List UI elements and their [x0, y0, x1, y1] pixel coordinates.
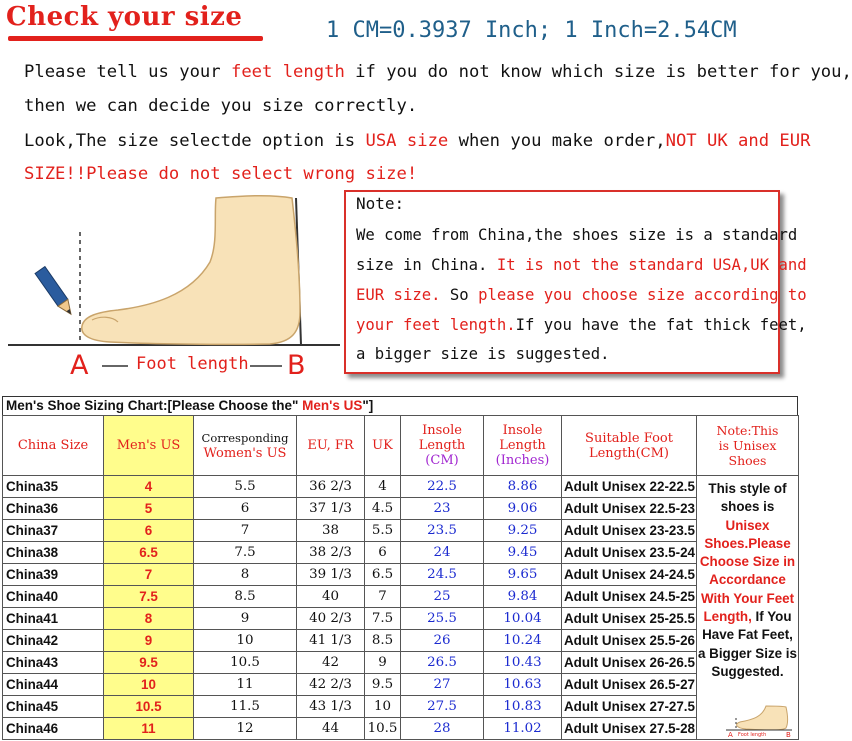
cell-eu: 44 [297, 718, 365, 740]
cell-insole-inches: 10.63 [484, 674, 562, 696]
header-text: Insole [502, 423, 543, 438]
cell-uk: 4 [365, 476, 401, 498]
cell-insole-inches: 10.83 [484, 696, 562, 718]
cell-insole-inches: 9.06 [484, 498, 562, 520]
cell-insole-inches: 9.65 [484, 564, 562, 586]
cell-mens-us: 11 [104, 718, 194, 740]
cell-insole-inches: 8.86 [484, 476, 562, 498]
cell-womens-us: 10.5 [194, 652, 297, 674]
cell-womens-us: 11.5 [194, 696, 297, 718]
cell-china-size: China37 [3, 520, 104, 542]
header-text: Length [418, 438, 466, 453]
cell-mens-us: 9.5 [104, 652, 194, 674]
cell-uk: 9 [365, 652, 401, 674]
cell-mens-us: 8 [104, 608, 194, 630]
caption-text: Men's Shoe Sizing Chart:[Please Choose the" [6, 398, 299, 413]
cell-uk: 10.5 [365, 718, 401, 740]
header-text: (Inches) [495, 453, 550, 468]
table-header-row [3, 416, 799, 476]
table-row [3, 630, 799, 652]
cell-foot-length: Adult Unisex 24-24.5 [562, 564, 697, 586]
table-row [3, 586, 799, 608]
cell-womens-us: 7 [194, 520, 297, 542]
header-text: Insole [422, 423, 462, 438]
note-line-2 [356, 256, 807, 274]
table-row [3, 476, 799, 498]
cell-foot-length: Adult Unisex 23.5-24 [562, 542, 697, 564]
header-text: Shoes [728, 453, 767, 468]
cell-insole-cm: 22.5 [401, 476, 484, 498]
header-uk: UK [365, 416, 401, 476]
cell-eu: 39 1/3 [297, 564, 365, 586]
cell-insole-inches: 10.43 [484, 652, 562, 674]
cell-insole-cm: 23 [401, 498, 484, 520]
table-row [3, 674, 799, 696]
table-row [3, 520, 799, 542]
cell-womens-us: 7.5 [194, 542, 297, 564]
cell-eu: 38 [297, 520, 365, 542]
intro-highlight: NOT UK and EUR [665, 131, 811, 151]
cell-womens-us: 6 [194, 498, 297, 520]
header-text: is Unisex [718, 438, 777, 453]
cell-womens-us: 8 [194, 564, 297, 586]
cell-mens-us: 5 [104, 498, 194, 520]
cell-china-size: China39 [3, 564, 104, 586]
header-text: Women's US [203, 445, 287, 461]
cell-china-size: China42 [3, 630, 104, 652]
table-row [3, 542, 799, 564]
cell-foot-length: Adult Unisex 22.5-23 [562, 498, 697, 520]
header-text: (CM) [425, 453, 459, 468]
cell-insole-cm: 27.5 [401, 696, 484, 718]
cell-womens-us: 11 [194, 674, 297, 696]
intro-line-3 [24, 131, 810, 151]
cell-foot-length: Adult Unisex 24.5-25 [562, 586, 697, 608]
note-line-1: We come from China,the shoes size is a standard [356, 226, 798, 244]
cell-uk: 7.5 [365, 608, 401, 630]
note-line-3 [356, 286, 807, 304]
cell-insole-cm: 23.5 [401, 520, 484, 542]
cell-china-size: China46 [3, 718, 104, 740]
cell-china-size: China38 [3, 542, 104, 564]
cell-mens-us: 10.5 [104, 696, 194, 718]
cell-foot-length: Adult Unisex 27-27.5 [562, 696, 697, 718]
cell-eu: 40 [297, 586, 365, 608]
foot-illustration [0, 192, 342, 382]
note-box [344, 190, 807, 374]
side-note-text: If You Have Fat Feet, a Bigger Size is Suggested. [698, 609, 797, 679]
header-note [697, 416, 799, 476]
header-womens-us [194, 416, 297, 476]
cell-uk: 7 [365, 586, 401, 608]
size-table [2, 415, 799, 740]
cell-insole-inches: 10.04 [484, 608, 562, 630]
cell-foot-length: Adult Unisex 26.5-27 [562, 674, 697, 696]
note-text: If you have the fat thick feet, [515, 316, 807, 334]
cell-uk: 10 [365, 696, 401, 718]
cell-insole-cm: 25 [401, 586, 484, 608]
table-row [3, 652, 799, 674]
note-line-5: a bigger size is suggested. [356, 345, 610, 363]
cell-insole-inches: 9.45 [484, 542, 562, 564]
cell-china-size: China35 [3, 476, 104, 498]
svg-text:Foot length: Foot length [738, 732, 767, 738]
cell-china-size: China43 [3, 652, 104, 674]
cell-foot-length: Adult Unisex 22-22.5 [562, 476, 697, 498]
cell-eu: 42 2/3 [297, 674, 365, 696]
point-b-label: B [287, 350, 306, 381]
foot-length-label: Foot length [136, 354, 249, 374]
cell-foot-length: Adult Unisex 25.5-26 [562, 630, 697, 652]
cell-insole-cm: 24 [401, 542, 484, 564]
cell-foot-length: Adult Unisex 23-23.5 [562, 520, 697, 542]
cell-womens-us: 10 [194, 630, 297, 652]
point-a-label: A [70, 350, 89, 381]
cell-womens-us: 9 [194, 608, 297, 630]
side-note [697, 476, 799, 740]
note-text: So [440, 286, 479, 304]
intro-text: when you make order, [448, 131, 666, 151]
cell-china-size: China41 [3, 608, 104, 630]
caption-highlight: Men's US [298, 398, 363, 413]
note-highlight: EUR size. [356, 286, 441, 304]
cell-insole-cm: 26 [401, 630, 484, 652]
header-text: Note:This [716, 423, 779, 438]
table-row [3, 564, 799, 586]
cell-uk: 6.5 [365, 564, 401, 586]
cell-insole-cm: 26.5 [401, 652, 484, 674]
cell-mens-us: 9 [104, 630, 194, 652]
svg-text:A: A [728, 731, 733, 739]
unit-conversion: 1 CM=0.3937 Inch; 1 Inch=2.54CM [326, 18, 737, 43]
cell-mens-us: 7 [104, 564, 194, 586]
cell-eu: 43 1/3 [297, 696, 365, 718]
cell-uk: 4.5 [365, 498, 401, 520]
cell-mens-us: 4 [104, 476, 194, 498]
header-eu: EU, FR [297, 416, 365, 476]
table-row [3, 718, 799, 740]
intro-text: Look,The size selectde option is [24, 131, 366, 151]
header-text: Suitable Foot [585, 430, 673, 446]
mini-foot-icon [722, 704, 794, 738]
note-highlight: please you choose size according to [478, 286, 807, 304]
intro-line-1 [24, 62, 852, 82]
cell-eu: 42 [297, 652, 365, 674]
cell-foot-length: Adult Unisex 26-26.5 [562, 652, 697, 674]
side-note-text: This style of shoes is [708, 481, 787, 515]
page-title: Check your size [6, 2, 243, 32]
intro-text: if you do not know which size is better for you, [344, 62, 852, 82]
note-text: size in China. [356, 256, 488, 274]
intro-text: Please tell us your [24, 62, 231, 82]
cell-womens-us: 5.5 [194, 476, 297, 498]
title-underline [8, 36, 263, 41]
cell-eu: 41 1/3 [297, 630, 365, 652]
header-insole-cm [401, 416, 484, 476]
cell-insole-cm: 27 [401, 674, 484, 696]
sizing-chart-title [2, 396, 798, 416]
cell-insole-inches: 9.84 [484, 586, 562, 608]
svg-text:B: B [786, 731, 791, 739]
cell-uk: 5.5 [365, 520, 401, 542]
cell-insole-cm: 24.5 [401, 564, 484, 586]
cell-eu: 36 2/3 [297, 476, 365, 498]
table-row [3, 696, 799, 718]
intro-line-4: SIZE!!Please do not select wrong size! [24, 164, 418, 184]
intro-highlight: feet length [230, 62, 345, 82]
cell-womens-us: 12 [194, 718, 297, 740]
header-mens-us: Men's US [104, 416, 194, 476]
cell-uk: 9.5 [365, 674, 401, 696]
cell-insole-inches: 11.02 [484, 718, 562, 740]
cell-foot-length: Adult Unisex 27.5-28 [562, 718, 697, 740]
header-insole-inches [484, 416, 562, 476]
cell-insole-inches: 10.24 [484, 630, 562, 652]
cell-insole-cm: 25.5 [401, 608, 484, 630]
note-highlight: It is not the standard USA,UK and [487, 256, 807, 274]
cell-mens-us: 10 [104, 674, 194, 696]
cell-eu: 38 2/3 [297, 542, 365, 564]
cell-eu: 37 1/3 [297, 498, 365, 520]
side-note-highlight: Unisex Shoes.Please Choose Size in Accordance With Your Feet Length, [699, 517, 796, 625]
header-text: Length [499, 438, 546, 453]
cell-china-size: China36 [3, 498, 104, 520]
header-text: Length(CM) [588, 445, 670, 461]
cell-foot-length: Adult Unisex 25-25.5 [562, 608, 697, 630]
cell-eu: 40 2/3 [297, 608, 365, 630]
table-row [3, 498, 799, 520]
intro-highlight: USA size [365, 131, 449, 151]
cell-mens-us: 7.5 [104, 586, 194, 608]
note-title: Note: [356, 194, 405, 213]
intro-line-2: then we can decide you size correctly. [24, 96, 418, 116]
cell-mens-us: 6 [104, 520, 194, 542]
cell-mens-us: 6.5 [104, 542, 194, 564]
note-highlight: your feet length. [356, 316, 516, 334]
cell-insole-inches: 9.25 [484, 520, 562, 542]
cell-china-size: China44 [3, 674, 104, 696]
note-line-4 [356, 316, 807, 334]
cell-womens-us: 8.5 [194, 586, 297, 608]
header-foot-length [562, 416, 697, 476]
cell-uk: 8.5 [365, 630, 401, 652]
cell-china-size: China45 [3, 696, 104, 718]
table-row [3, 608, 799, 630]
header-china-size: China Size [3, 416, 104, 476]
cell-china-size: China40 [3, 586, 104, 608]
caption-text: "] [362, 398, 374, 413]
cell-uk: 6 [365, 542, 401, 564]
cell-insole-cm: 28 [401, 718, 484, 740]
header-text: Corresponding [201, 430, 289, 445]
